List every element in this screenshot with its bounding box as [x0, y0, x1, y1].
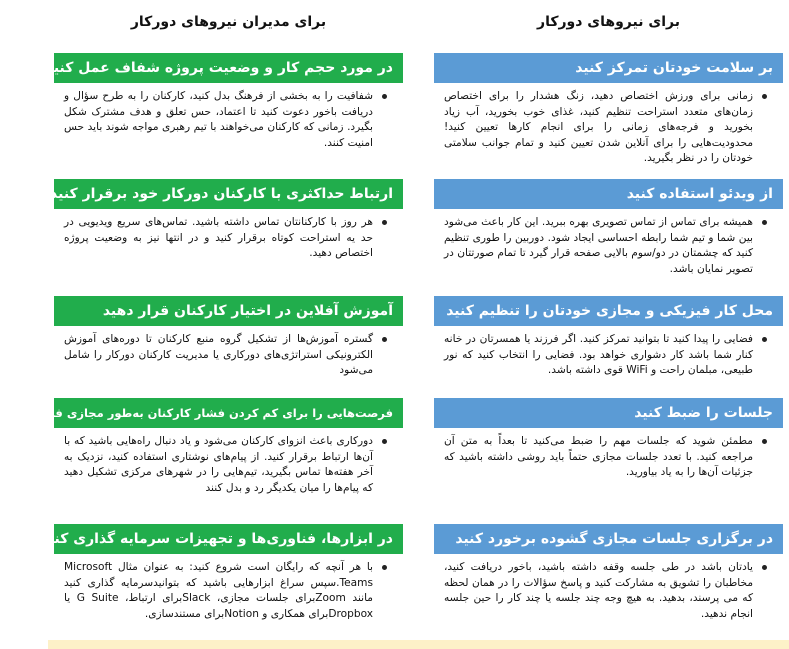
card-body	[64, 215, 389, 262]
bottom-strip	[48, 640, 789, 649]
remote-workers-header: برای نیروهای دورکار	[537, 14, 680, 30]
bullet-icon	[382, 220, 387, 225]
card-body	[444, 215, 769, 277]
card-title: فرصت‌هایی را برای کم کردن فشار کارکنان به‌طور مجازی فراهم کنید	[54, 398, 403, 428]
card-title: در ابزارها، فناوری‌ها و تجهیزات سرمایه گذاری کنید	[54, 524, 403, 554]
card-reduce-pressure	[0, 398, 403, 496]
bullet-icon	[762, 565, 767, 570]
card-workspace	[434, 296, 783, 379]
managers-header: برای مدیران نیروهای دورکار	[130, 14, 327, 30]
card-title: محل کار فیزیکی و مجازی خودتان را تنظیم کنید	[434, 296, 783, 326]
card-body	[444, 560, 769, 622]
card-text: فضایی را پیدا کنید تا بتوانید تمرکز کنید. اگر فرزند یا همسرتان در خانه کنار شما باشد کار دشواری خواهد بود. فضایی را انتخاب کنید که نور طبیعی، مبلمان راحت و WiFi قوی داشته باشد.	[444, 333, 753, 376]
card-invest-in-tools	[40, 524, 403, 622]
bullet-icon	[762, 220, 767, 225]
card-text: یادتان باشد در طی جلسه وقفه داشته باشید، باخور دریافت کنید، مخاطبان را تشویق به مشارکت کنید و پاسخ سؤالات را در همان لحظه که می پرسند، بدهید. به هیچ وجه چند جلسه یا چند کار را حین جلسه انجام ندهید.	[444, 561, 753, 620]
card-use-video	[434, 179, 783, 277]
card-open-meetings	[434, 524, 783, 622]
card-transparency	[45, 53, 403, 151]
card-title: از ویدئو استفاده کنید	[434, 179, 783, 209]
bullet-icon	[382, 565, 387, 570]
card-text: زمانی برای ورزش اختصاص دهید، زنگ هشدار را برای اختصاص زمان‌های متعدد استراحت تنظیم کنید، غذای خوب بخورید، آب زیاد بخورید و فرجه‌های زمانی را برای انجام کارها تعیین کنید! محدودیت‌هایی را برای آنلاین شدن تعیین کنید و تمام جوانب سلامتی خودتان را در نظر بگیرید.	[444, 90, 753, 164]
card-body	[64, 332, 389, 379]
card-body	[64, 434, 389, 496]
bullet-icon	[382, 439, 387, 444]
card-title: جلسات را ضبط کنید	[434, 398, 783, 428]
card-title: آموزش آفلاین در اختیار کارکنان قرار دهید	[54, 296, 403, 326]
card-title: در مورد حجم کار و وضعیت پروژه شفاف عمل کنید	[54, 53, 403, 83]
card-text: هر روز با کارکنانتان تماس داشته باشید. تماس‌های سریع ویدیویی در حد یه استراحت کوتاه برقرار کنید و در انتها نیز به وضعیت پروژه اختصاص دهید.	[64, 216, 373, 259]
card-title: بر سلامت خودتان تمرکز کنید	[434, 53, 783, 83]
card-text: مطمئن شوید که جلسات مهم را ضبط می‌کنید تا بعداً به متن آن مراجعه کنید. با تعدد جلسات مجازی حتماً باید روشی داشته باشید که جزئیات آن‌ها را به یاد بیاورید.	[444, 435, 753, 478]
card-title: ارتباط حداکثری با کارکنان دورکار خود برقرار کنید	[54, 179, 403, 209]
bullet-icon	[762, 439, 767, 444]
card-body	[64, 560, 389, 622]
card-body	[444, 89, 769, 167]
bullet-icon	[762, 94, 767, 99]
card-text: با هر آنچه که رایگان است شروع کنید: به عنوان مثال Microsoft Teams.سپس سراغ ابزارهایی باشید که بتوانیدسرمایه گذاری کنید مانند Zoomبرای جلسات مجازی، Slackبرای ارتباط، G Suite یا Dropboxبرای همکاری و Notionبرای مستندسازی.	[64, 561, 373, 620]
bullet-icon	[382, 337, 387, 342]
card-text: همیشه برای تماس از تماس تصویری بهره ببرید. این کار باعث می‌شود بین شما و تیم شما رابطه احساسی ایجاد شود. دوربین را طوری تنظیم کنید که چشمتان در دو/سوم بالایی صفحه قرار گیرد تا تمام صورتتان در تصویر نمایان باشد.	[444, 216, 753, 275]
bullet-icon	[762, 337, 767, 342]
card-text: دورکاری باعث انزوای کارکنان می‌شود و یاد دنبال راه‌هایی باشید که با آن‌ها ارتباط برقرار کنید. از پیام‌های نوشتاری استفاده کنید، نزدیک به آخر هفته‌ها تماس بگیرید، تیم‌هایی را در شهرهای مرکزی تشکیل دهید که پیام‌ها را میان یکدیگر رد و بدل کنند	[64, 435, 373, 494]
card-body	[444, 434, 769, 481]
card-title: در برگزاری جلسات مجازی گشوده برخورد کنید	[434, 524, 783, 554]
card-focus-on-health	[434, 53, 783, 167]
card-record-meetings	[434, 398, 783, 481]
remote-workers-column	[428, 0, 789, 649]
card-body	[64, 89, 389, 151]
card-text: شفافیت را به بخشی از فرهنگ بدل کنید، کارکنان را به طرح سؤال و دریافت باخور دعوت کنید تا اعتماد، حس تعلق و هدف مشترک شکل بگیرد. زمانی که کارکنان می‌خواهند با تیم رهبری مواجه شوند باید حس امنیت کنند.	[64, 90, 373, 149]
card-body	[444, 332, 769, 379]
card-max-communication	[50, 179, 403, 262]
card-text: گستره آموزش‌ها از تشکیل گروه منبع کارکنان تا دوره‌های آموزش الکترونیکی استراتژی‌های دورکاری یا مدیریت کارکنان دورکار را شامل می‌شود	[64, 333, 373, 376]
card-offline-training	[54, 296, 403, 379]
bullet-icon	[382, 94, 387, 99]
